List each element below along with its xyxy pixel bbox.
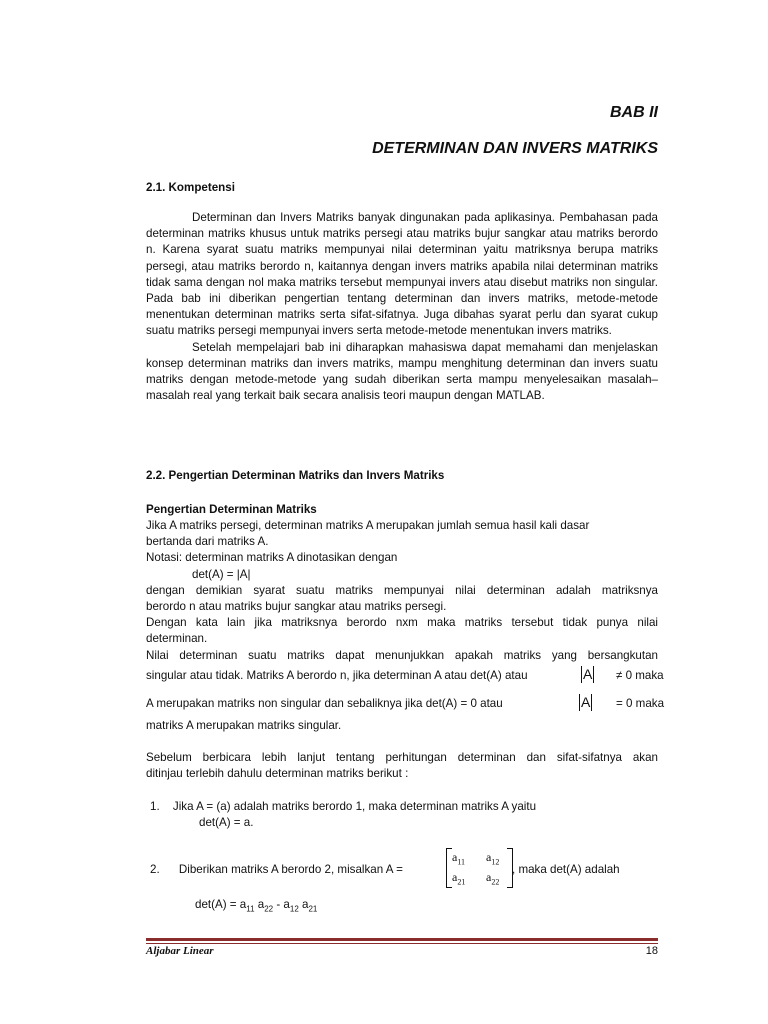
text-fragment: A merupakan matriks non singular dan sebaliknya jika det(A) = 0 atau [146,697,503,710]
abs-a-symbol: A [583,666,593,682]
item-number: 2. [150,863,160,876]
text-line: dengan demikian syarat suatu matriks mempunyai nilai determinan adalah matriksnya [146,584,658,597]
page-number: 18 [645,945,658,957]
abs-a-symbol: A [581,694,591,710]
chapter-title: DETERMINAN DAN INVERS MATRIKS [372,140,658,157]
footer-title: Aljabar Linear [146,945,214,957]
matrix-entry-a22: $a_{22}$ [486,870,500,887]
chapter-label: BAB II [610,104,658,121]
text-line: matriks A merupakan matriks singular. [146,719,342,732]
item-number: 1. [150,800,160,813]
text-line: berordo n atau matriks bujur sangkar atau matriks persegi. [146,600,447,613]
subheading-determinan: Pengertian Determinan Matriks [146,503,317,516]
text-line-singular [146,666,664,684]
section-2-2-heading: 2.2. Pengertian Determinan Matriks dan Invers Matriks [146,469,445,482]
matrix-entry-a12: $a_{12}$ [486,850,500,867]
text-fragment: singular atau tidak. Matriks A berordo n, jika determinan A atau det(A) atau [146,669,528,682]
text-line: Dengan kata lain jika matriksnya berordo nxm maka matriks tersebut tidak punya nilai [146,616,658,629]
section-2-1-heading: 2.1. Kompetensi [146,181,235,194]
list-item-1 [146,799,658,815]
det-notation: det(A) = |A| [192,568,251,581]
list-item-1-sub: det(A) = a. [199,816,254,829]
text-line: Sebelum berbicara lebih lanjut tentang perhitungan determinan dan sifat-sifatnya akan [146,751,658,764]
list-item-2-after: , maka det(A) adalah [512,863,620,876]
text-line: Jika A matriks persegi, determinan matriks A merupakan jumlah semua hasil kali dasar [146,519,590,532]
text-fragment: ≠ 0 maka [616,669,664,682]
item-text: Diberikan matriks A berordo 2, misalkan A = [178,863,403,876]
paragraph-2: Setelah mempelajari bab ini diharapkan mahasiswa dapat memahami dan menjelaskan konsep determinan matriks dan invers matriks, mampu menghitung determinan dan invers suatu matriks dengan metode-metode yang sudah diberikan serta mampu menyelesaikan masalah–masalah real yang terkait baik secara analisis teori maupun dengan MATLAB. [146,340,658,403]
paragraph-1: Determinan dan Invers Matriks banyak dingunakan pada aplikasinya. Pembahasan pada determinan matriks khusus untuk matriks persegi atau matriks bujur sangkar atau matriks berordo n. Karena syarat suatu matriks mempunyai nilai determinan yaitu matriksnya berupa matriks persegi, atau matriks berordo n, kaitannya dengan invers matriks apabila nilai determinan matriks tidak sama dengan nol maka matriks tersebut mempunyai invers atau disebut matriks non singular. Pada bab ini diberikan pengertian tentang determinan dan invers matriks, metode-metode menentukan determinan matriks serta sifat-sifatnya. Juga dibahas syarat perlu dan syarat cukup suatu matriks persegi mempunyai invers serta metode-metode menentukan invers matriks. [146,211,658,338]
text-line: Nilai determinan suatu matriks dapat menunjukkan apakah matriks yang bersangkutan [146,649,658,662]
item-text: Jika A = (a) adalah matriks berordo 1, maka determinan matriks A yaitu [172,800,537,813]
text-line: ditinjau terlebih dahulu determinan matriks berikut : [146,767,409,780]
matrix-entry-a21: $a_{21}$ [452,870,466,887]
text-fragment: = 0 maka [616,697,665,710]
footer-rule [146,938,658,941]
footer-rule-thin [146,943,658,944]
text-line: bertanda dari matriks A. [146,535,269,548]
det-2x2-formula: $\det(A) = a_{11}$ $a_{22} - a_{12}$ $a_{21}$ [195,898,318,914]
section-2-1-body [146,210,658,404]
matrix-entry-a11: $a_{11}$ [452,850,466,867]
text-line: determinan. [146,632,208,645]
text-line-nonsingular [146,694,665,712]
text-line: Notasi: determinan matriks A dinotasikan dengan [146,551,398,564]
